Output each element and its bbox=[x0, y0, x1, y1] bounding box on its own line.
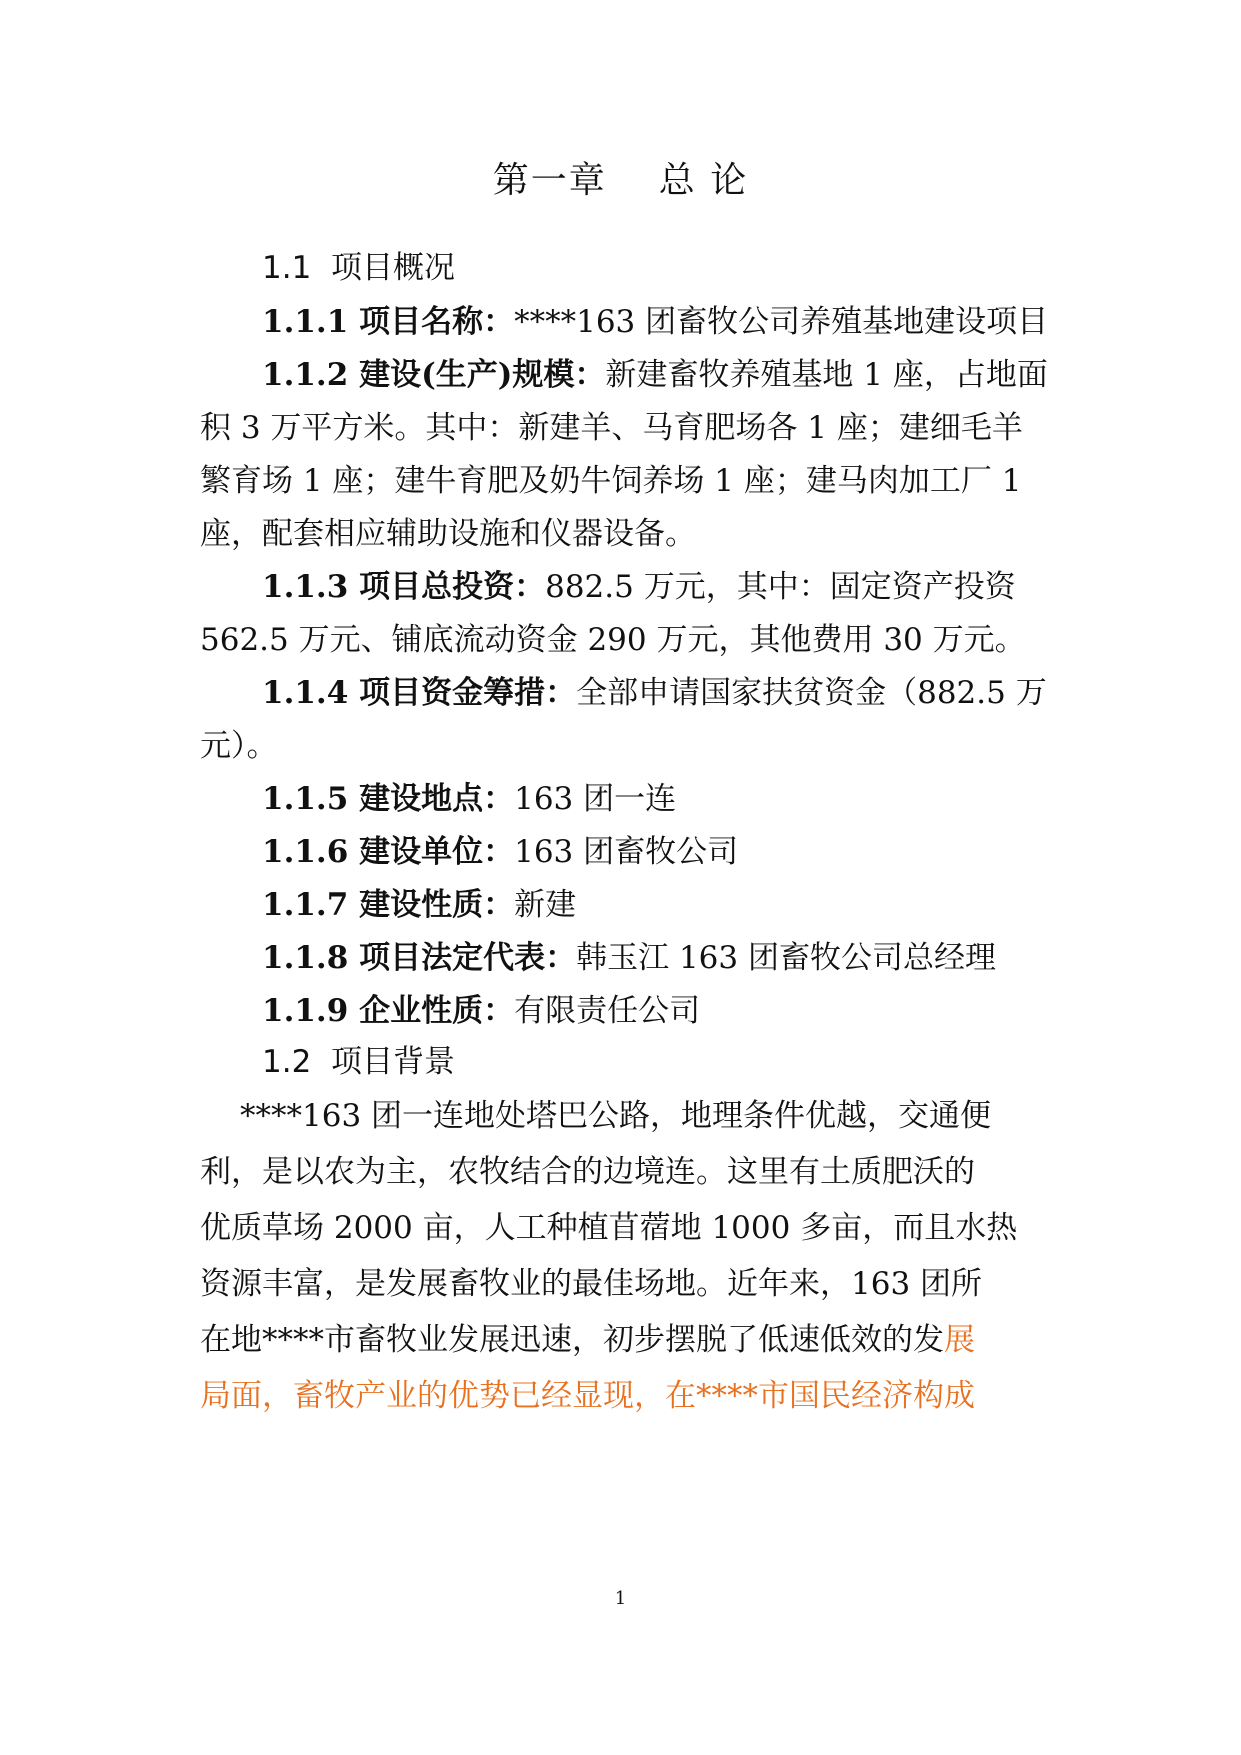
section-title: 项目概况 bbox=[331, 250, 456, 286]
item-text: 有限责任公司 bbox=[514, 993, 701, 1029]
item-1-1-2 bbox=[262, 355, 1048, 395]
background-paragraph-line: ****163 团一连地处塔巴公路，地理条件优越，交通便 bbox=[240, 1098, 992, 1134]
item-1-1-8 bbox=[262, 938, 996, 978]
item-text: ****163 团畜牧公司养殖基地建设项目 bbox=[514, 304, 1049, 340]
item-text: 韩玉江 163 团畜牧公司总经理 bbox=[576, 940, 996, 976]
item-1-1-6 bbox=[262, 832, 738, 872]
item-1-1-2-cont: 座，配套相应辅助设施和仪器设备。 bbox=[200, 516, 696, 552]
background-paragraph-line: 利，是以农为主，农牧结合的边境连。这里有土质肥沃的 bbox=[200, 1154, 975, 1190]
item-1-1-4 bbox=[262, 673, 1047, 713]
section-title: 项目背景 bbox=[331, 1044, 456, 1080]
item-1-1-4-cont: 元）。 bbox=[200, 728, 278, 764]
chapter-name: 总 论 bbox=[658, 160, 749, 201]
item-label: 1.1.2 建设(生产)规模： bbox=[262, 357, 606, 393]
section-heading-1-2 bbox=[262, 1042, 455, 1082]
item-text: 163 团一连 bbox=[514, 781, 677, 817]
item-text: 新建畜牧养殖基地 1 座，占地面 bbox=[605, 357, 1048, 393]
background-paragraph-line: 资源丰富，是发展畜牧业的最佳场地。近年来，163 团所 bbox=[200, 1266, 983, 1302]
item-1-1-7 bbox=[262, 885, 576, 925]
item-1-1-2-cont: 繁育场 1 座；建牛育肥及奶牛饲养场 1 座；建马肉加工厂 1 bbox=[200, 463, 1022, 499]
section-heading-1-1 bbox=[262, 248, 455, 288]
item-text: 全部申请国家扶贫资金（882.5 万 bbox=[576, 675, 1047, 711]
item-text: 163 团畜牧公司 bbox=[514, 834, 739, 870]
item-1-1-3-cont: 562.5 万元、铺底流动资金 290 万元，其他费用 30 万元。 bbox=[200, 622, 1026, 658]
item-label: 1.1.9 企业性质： bbox=[262, 993, 515, 1029]
item-label: 1.1.7 建设性质： bbox=[262, 887, 515, 923]
item-1-1-1 bbox=[262, 302, 1048, 342]
item-label: 1.1.5 建设地点： bbox=[262, 781, 515, 817]
item-text: 新建 bbox=[514, 887, 577, 923]
item-label: 1.1.3 项目总投资： bbox=[262, 569, 546, 605]
chapter-title bbox=[0, 152, 1241, 203]
item-1-1-3 bbox=[262, 567, 1016, 607]
item-1-1-9 bbox=[262, 991, 700, 1031]
chapter-number: 第一章 bbox=[492, 160, 607, 201]
highlighted-text: 展 bbox=[944, 1322, 975, 1358]
item-label: 1.1.6 建设单位： bbox=[262, 834, 515, 870]
background-paragraph-line bbox=[200, 1320, 975, 1360]
highlighted-paragraph-line: 局面，畜牧产业的优势已经显现，在****市国民经济构成 bbox=[200, 1378, 975, 1414]
paragraph-text: 在地****市畜牧业发展迅速，初步摆脱了低速低效的发 bbox=[200, 1322, 944, 1358]
item-label: 1.1.8 项目法定代表： bbox=[262, 940, 577, 976]
item-text: 882.5 万元，其中：固定资产投资 bbox=[545, 569, 1016, 605]
item-1-1-5 bbox=[262, 779, 676, 819]
section-number: 1.2 bbox=[262, 1044, 312, 1080]
page-number: 1 bbox=[614, 1588, 627, 1609]
section-number: 1.1 bbox=[262, 250, 312, 286]
item-1-1-2-cont: 积 3 万平方米。其中：新建羊、马育肥场各 1 座；建细毛羊 bbox=[200, 410, 1023, 446]
item-label: 1.1.1 项目名称： bbox=[262, 304, 515, 340]
background-paragraph-line: 优质草场 2000 亩，人工种植苜蓿地 1000 多亩，而且水热 bbox=[200, 1210, 1018, 1246]
item-label: 1.1.4 项目资金筹措： bbox=[262, 675, 577, 711]
